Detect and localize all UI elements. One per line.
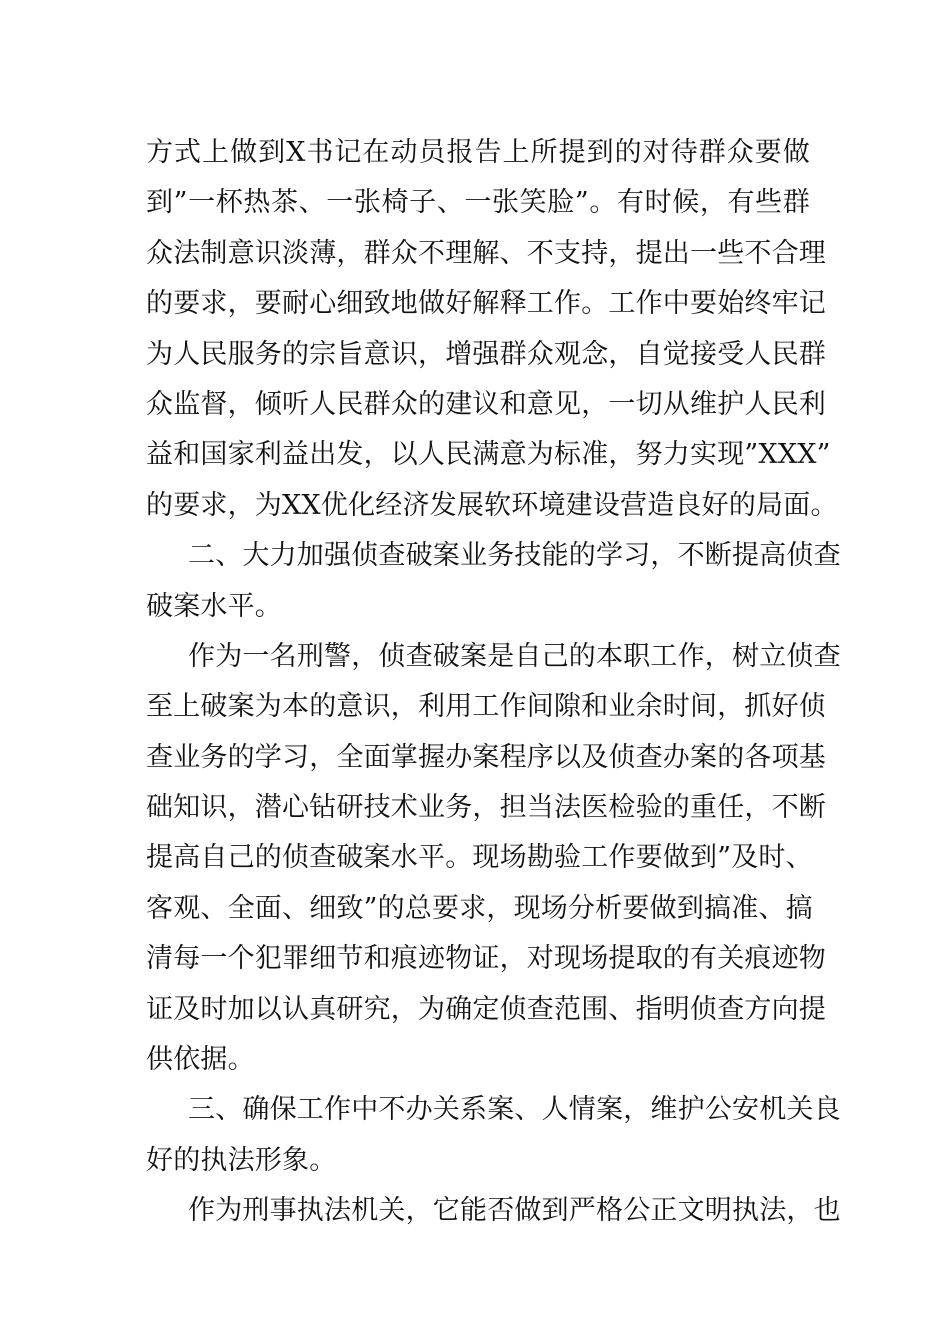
paragraph-line: 查业务的学习，全面掌握办案程序以及侦查办案的各项基 <box>146 741 826 773</box>
paragraph-line: 证及时加以认真研究，为确定侦查范围、指明侦查方向提 <box>146 993 826 1025</box>
paragraph-line: 至上破案为本的意识，利用工作间隙和业余时间，抓好侦 <box>146 691 826 723</box>
paragraph-line: 的要求，为XX优化经济发展软环境建设营造良好的局面。 <box>146 489 838 521</box>
paragraph-line: 众监督，倾听人民群众的建议和意见，一切从维护人民利 <box>146 388 826 420</box>
section-heading-line: 好的执法形象。 <box>146 1144 337 1176</box>
paragraph-line: 到”一杯热茶、一张椅子、一张笑脸”。有时候，有些群 <box>146 187 810 219</box>
paragraph-line: 供依据。 <box>146 1044 255 1076</box>
paragraph-line: 作为一名刑警，侦查破案是自己的本职工作，树立侦查 <box>188 640 841 672</box>
paragraph-line: 础知识，潜心钻研技术业务，担当法医检验的重任，不断 <box>146 792 826 824</box>
paragraph-line: 的要求，要耐心细致地做好解释工作。工作中要始终牢记 <box>146 288 826 320</box>
paragraph-line: 众法制意识淡薄，群众不理解、不支持，提出一些不合理 <box>146 237 826 269</box>
paragraph-line: 清每一个犯罪细节和痕迹物证，对现场提取的有关痕迹物 <box>146 943 826 975</box>
document-body <box>146 128 841 1237</box>
paragraph-line: 为人民服务的宗旨意识，增强群众观念，自觉接受人民群 <box>146 338 826 370</box>
paragraph-line: 方式上做到X书记在动员报告上所提到的对待群众要做 <box>146 137 810 168</box>
paragraph-line: 作为刑事执法机关，它能否做到严格公正文明执法，也 <box>188 1195 841 1227</box>
section-heading-line: 破案水平。 <box>146 590 282 622</box>
paragraph-line: 益和国家利益出发，以人民满意为标准，努力实现”XXX” <box>146 439 831 471</box>
paragraph-line: 提高自己的侦查破案水平。现场勘验工作要做到”及时、 <box>146 842 813 874</box>
section-heading-line: 二、大力加强侦查破案业务技能的学习，不断提高侦查 <box>188 540 841 572</box>
paragraph-line: 客观、全面、细致”的总要求，现场分析要做到搞准、搞 <box>146 892 813 924</box>
section-heading-line: 三、确保工作中不办关系案、人情案，维护公安机关良 <box>188 1094 841 1126</box>
